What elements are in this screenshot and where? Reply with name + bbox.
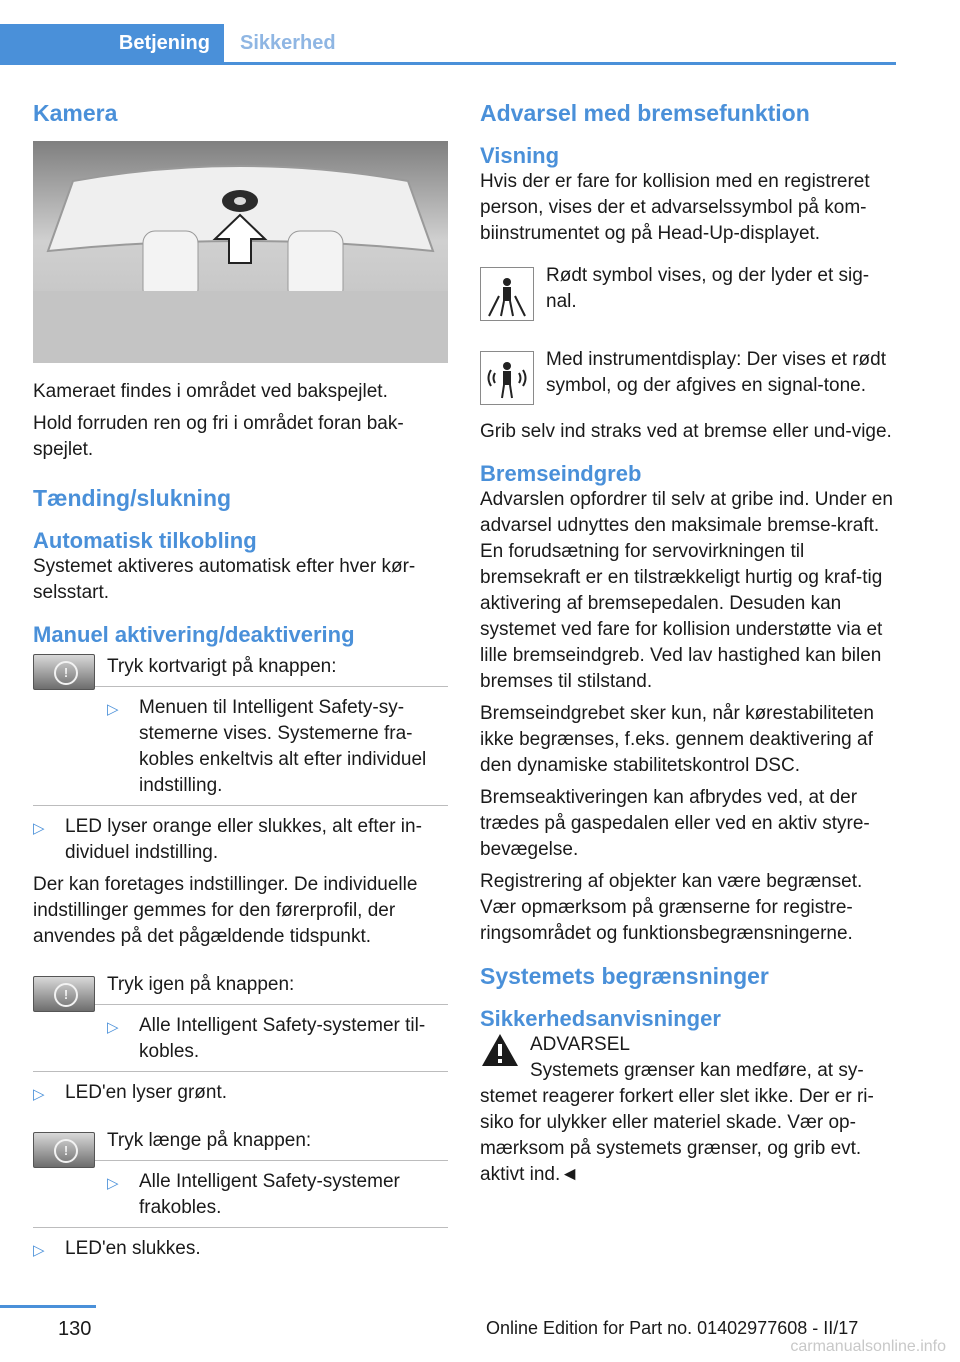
watermark: carmanualsonline.info: [790, 1338, 946, 1355]
camera-clean-text: Hold forruden ren og fri i området foran bak-spejlet.: [33, 413, 404, 460]
warning-triangle-icon: [480, 1032, 520, 1068]
display-text: Hvis der er fare for kollision med en registreret person, vises der et advarselssymbol på kom-biinstrumentet og på Head-Up-displayet.: [480, 171, 870, 244]
tab-betjening[interactable]: Betjening: [0, 24, 224, 62]
list-item-text: Alle Intelligent Safety-systemer frakobles.: [139, 1171, 400, 1218]
triangle-bullet-icon: ▷: [33, 1242, 45, 1259]
safety-symbol-icon: !: [54, 983, 78, 1007]
right-column: [480, 100, 898, 1188]
instrument-display-text: Med instrumentdisplay: Der vises et rødt symbol, og der afgives en signal-tone.: [546, 349, 887, 396]
auto-heading: Automatisk tilkobling: [33, 528, 257, 553]
limits-heading: Systemets begrænsninger: [480, 963, 769, 989]
rear-window-illustration: [33, 141, 448, 363]
pedestrian-warning-icon: [480, 267, 534, 321]
camera-photo: [33, 141, 448, 363]
camera-heading: Kamera: [33, 100, 118, 126]
press-short-block: [33, 654, 448, 799]
safety-symbol-icon: !: [54, 661, 78, 685]
list-item: [33, 1236, 448, 1262]
press-again-block: [33, 972, 448, 1065]
warning-brake-heading: Advarsel med bremsefunktion: [480, 100, 810, 126]
press-long-text: Tryk længe på knappen:: [107, 1130, 312, 1151]
list-item: [33, 814, 448, 866]
page-number: 130: [58, 1318, 92, 1340]
list-item: [107, 1013, 448, 1065]
press-again-text: Tryk igen på knappen:: [107, 974, 295, 995]
warning-label: ADVARSEL: [530, 1034, 630, 1055]
auto-text: Systemet aktiveres automatisk efter hver kør-selsstart.: [33, 556, 416, 603]
brake-heading: Bremseindgreb: [480, 461, 642, 486]
warning-block: [480, 1032, 898, 1188]
edition-text: Online Edition for Part no. 01402977608 - II/17: [486, 1318, 859, 1338]
safety-button-icon: [33, 1132, 95, 1168]
safety-heading: Sikkerhedsanvisninger: [480, 1006, 721, 1031]
triangle-bullet-icon: ▷: [107, 1175, 119, 1192]
manual-heading: Manuel aktivering/deaktivering: [33, 622, 355, 647]
display-heading: Visning: [480, 143, 560, 168]
press-short-text: Tryk kortvarigt på knappen:: [107, 656, 337, 677]
camera-location-text: Kameraet findes i området ved bakspejlet.: [33, 381, 388, 402]
list-item-text: LED'en lyser grønt.: [65, 1082, 228, 1103]
safety-button-icon: [33, 654, 95, 690]
header-tabs: [0, 24, 896, 65]
warning-text: Systemets grænser kan medføre, at sy-stemet reagerer forkert eller slet ikke. Der er ri-siko for ulykker eller materiel skade. Vær op-mærksom på systemets grænser, og grib evt. aktivt ind.◄: [480, 1060, 874, 1185]
brake-text-2: Bremseindgrebet sker kun, når kørestabiliteten ikke begrænses, f.eks. gennem deaktivering af den dynamiske stabilitetskontrol DSC.: [480, 703, 874, 776]
brake-text-3: Bremseaktiveringen kan afbrydes ved, at der trædes på gaspedalen eller ved en aktiv styre-bevægelse.: [480, 787, 870, 860]
list-item-text: LED'en slukkes.: [65, 1238, 201, 1259]
intervene-text: Grib selv ind straks ved at bremse eller und-vige.: [480, 421, 892, 442]
triangle-bullet-icon: ▷: [107, 701, 119, 718]
red-symbol-text: Rødt symbol vises, og der lyder et sig-nal.: [546, 265, 870, 312]
list-item-text: LED lyser orange eller slukkes, alt efter in-dividuel indstilling.: [65, 816, 422, 863]
red-symbol-block: [480, 263, 898, 325]
list-item: [107, 1169, 448, 1221]
settings-text: Der kan foretages indstillinger. De individuelle indstillinger gemmes for den førerprofil, der anvendes på det pågældende tidspunkt.: [33, 874, 418, 947]
triangle-bullet-icon: ▷: [33, 1086, 45, 1103]
footer-rule: [0, 1305, 96, 1308]
list-item-text: Menuen til Intelligent Safety-sy-stemerne vises. Systemerne fra-kobles enkeltvis alt efter individuel indstilling.: [139, 697, 427, 796]
list-item: [107, 695, 448, 799]
brake-text-4: Registrering af objekter kan være begrænset. Vær opmærksom på grænserne for registre-ringsområdet og funktionsbegrænsningerne.: [480, 871, 863, 944]
tab-sikkerhed[interactable]: Sikkerhed: [240, 32, 336, 54]
safety-button-icon: [33, 976, 95, 1012]
list-item-text: Alle Intelligent Safety-systemer til-kobles.: [139, 1015, 426, 1062]
list-item: [33, 1080, 448, 1106]
pedestrian-signal-icon: [480, 351, 534, 405]
press-long-block: [33, 1128, 448, 1221]
ignition-heading: Tænding/slukning: [33, 485, 232, 511]
safety-symbol-icon: !: [54, 1139, 78, 1163]
instrument-display-block: [480, 347, 898, 409]
left-column: [33, 100, 448, 1262]
triangle-bullet-icon: ▷: [107, 1019, 119, 1036]
triangle-bullet-icon: ▷: [33, 820, 45, 837]
brake-text-1: Advarslen opfordrer til selv at gribe ind. Under en advarsel udnyttes den maksimale bremse-kraft. En forudsætning for servovirkningen til bremsekraft er en tilstrækkeligt hurtig og kraf-tig aktivering af bremsepedalen. Desuden kan systemet ved fare for kollision understøtte via et lille bremseindgreb. Ved lav hastighed kan bilen bremses til stilstand.: [480, 489, 893, 692]
